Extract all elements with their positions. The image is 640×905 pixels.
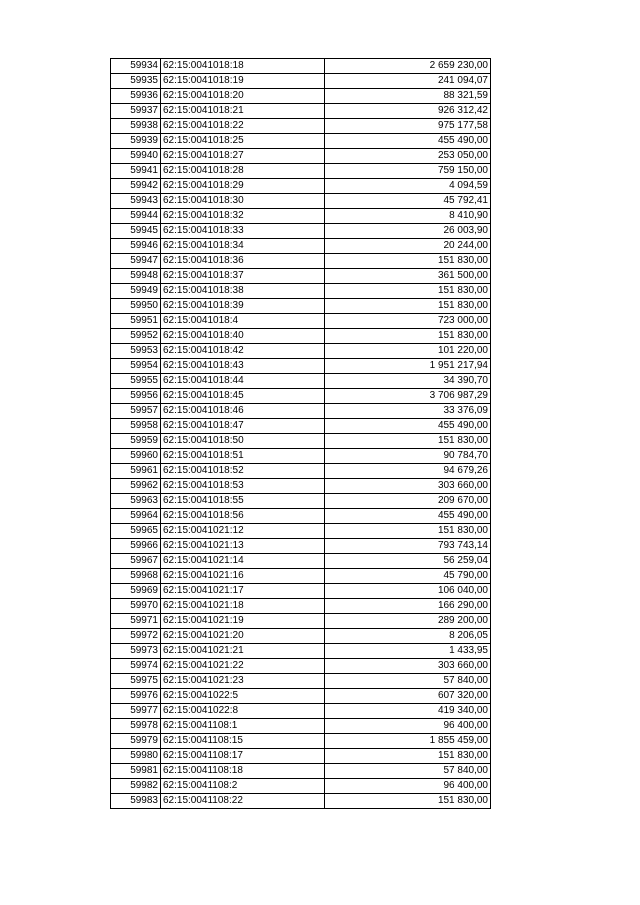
row-number-cell: 59944 <box>111 209 161 224</box>
cadastral-value-cell: 151 830,00 <box>325 329 491 344</box>
row-number-cell: 59956 <box>111 389 161 404</box>
cadastral-number-cell: 62:15:0041021:21 <box>161 644 325 659</box>
table-row <box>111 719 491 734</box>
cadastral-value-cell: 57 840,00 <box>325 764 491 779</box>
cadastral-number-cell: 62:15:0041021:17 <box>161 584 325 599</box>
table-row <box>111 374 491 389</box>
row-number-cell: 59954 <box>111 359 161 374</box>
table-row <box>111 179 491 194</box>
cadastral-value-table <box>110 58 491 809</box>
row-number-cell: 59952 <box>111 329 161 344</box>
table-row <box>111 779 491 794</box>
cadastral-value-cell: 166 290,00 <box>325 599 491 614</box>
cadastral-number-cell: 62:15:0041021:14 <box>161 554 325 569</box>
row-number-cell: 59945 <box>111 224 161 239</box>
table-row <box>111 284 491 299</box>
cadastral-number-cell: 62:15:0041018:28 <box>161 164 325 179</box>
row-number-cell: 59980 <box>111 749 161 764</box>
table-row <box>111 539 491 554</box>
table-row <box>111 434 491 449</box>
row-number-cell: 59976 <box>111 689 161 704</box>
row-number-cell: 59957 <box>111 404 161 419</box>
row-number-cell: 59942 <box>111 179 161 194</box>
table-row <box>111 674 491 689</box>
cadastral-number-cell: 62:15:0041018:40 <box>161 329 325 344</box>
cadastral-value-cell: 419 340,00 <box>325 704 491 719</box>
table-row <box>111 149 491 164</box>
row-number-cell: 59982 <box>111 779 161 794</box>
cadastral-value-cell: 975 177,58 <box>325 119 491 134</box>
cadastral-number-cell: 62:15:0041018:30 <box>161 194 325 209</box>
cadastral-number-cell: 62:15:0041018:47 <box>161 419 325 434</box>
row-number-cell: 59972 <box>111 629 161 644</box>
cadastral-number-cell: 62:15:0041018:50 <box>161 434 325 449</box>
table-row <box>111 344 491 359</box>
row-number-cell: 59963 <box>111 494 161 509</box>
table-row <box>111 659 491 674</box>
table-row <box>111 794 491 809</box>
cadastral-value-cell: 57 840,00 <box>325 674 491 689</box>
cadastral-value-cell: 793 743,14 <box>325 539 491 554</box>
cadastral-number-cell: 62:15:0041018:46 <box>161 404 325 419</box>
cadastral-number-cell: 62:15:0041022:8 <box>161 704 325 719</box>
cadastral-number-cell: 62:15:0041018:53 <box>161 479 325 494</box>
cadastral-number-cell: 62:15:0041021:20 <box>161 629 325 644</box>
cadastral-value-cell: 106 040,00 <box>325 584 491 599</box>
row-number-cell: 59946 <box>111 239 161 254</box>
table-row <box>111 329 491 344</box>
cadastral-value-cell: 96 400,00 <box>325 779 491 794</box>
cadastral-value-cell: 303 660,00 <box>325 659 491 674</box>
row-number-cell: 59971 <box>111 614 161 629</box>
table-row <box>111 404 491 419</box>
cadastral-number-cell: 62:15:0041018:21 <box>161 104 325 119</box>
cadastral-number-cell: 62:15:0041021:22 <box>161 659 325 674</box>
cadastral-number-cell: 62:15:0041018:25 <box>161 134 325 149</box>
cadastral-number-cell: 62:15:0041018:55 <box>161 494 325 509</box>
table-row <box>111 584 491 599</box>
cadastral-number-cell: 62:15:0041108:22 <box>161 794 325 809</box>
table-row <box>111 704 491 719</box>
row-number-cell: 59981 <box>111 764 161 779</box>
table-row <box>111 194 491 209</box>
cadastral-value-cell: 303 660,00 <box>325 479 491 494</box>
row-number-cell: 59979 <box>111 734 161 749</box>
cadastral-value-cell: 1 951 217,94 <box>325 359 491 374</box>
table-row <box>111 209 491 224</box>
row-number-cell: 59950 <box>111 299 161 314</box>
row-number-cell: 59962 <box>111 479 161 494</box>
cadastral-number-cell: 62:15:0041108:17 <box>161 749 325 764</box>
cadastral-number-cell: 62:15:0041018:4 <box>161 314 325 329</box>
cadastral-number-cell: 62:15:0041018:27 <box>161 149 325 164</box>
cadastral-number-cell: 62:15:0041018:56 <box>161 509 325 524</box>
row-number-cell: 59940 <box>111 149 161 164</box>
table-row <box>111 134 491 149</box>
row-number-cell: 59951 <box>111 314 161 329</box>
row-number-cell: 59975 <box>111 674 161 689</box>
cadastral-value-cell: 151 830,00 <box>325 254 491 269</box>
row-number-cell: 59966 <box>111 539 161 554</box>
cadastral-number-cell: 62:15:0041018:42 <box>161 344 325 359</box>
cadastral-number-cell: 62:15:0041018:45 <box>161 389 325 404</box>
table-row <box>111 734 491 749</box>
table-row <box>111 359 491 374</box>
table-row <box>111 89 491 104</box>
table-row <box>111 464 491 479</box>
cadastral-number-cell: 62:15:0041021:18 <box>161 599 325 614</box>
row-number-cell: 59970 <box>111 599 161 614</box>
cadastral-value-cell: 1 433,95 <box>325 644 491 659</box>
cadastral-value-cell: 45 790,00 <box>325 569 491 584</box>
cadastral-value-cell: 88 321,59 <box>325 89 491 104</box>
row-number-cell: 59978 <box>111 719 161 734</box>
cadastral-number-cell: 62:15:0041108:18 <box>161 764 325 779</box>
row-number-cell: 59967 <box>111 554 161 569</box>
row-number-cell: 59941 <box>111 164 161 179</box>
cadastral-number-cell: 62:15:0041018:18 <box>161 59 325 74</box>
cadastral-value-cell: 289 200,00 <box>325 614 491 629</box>
cadastral-value-cell: 253 050,00 <box>325 149 491 164</box>
cadastral-value-cell: 759 150,00 <box>325 164 491 179</box>
row-number-cell: 59974 <box>111 659 161 674</box>
cadastral-value-cell: 723 000,00 <box>325 314 491 329</box>
row-number-cell: 59983 <box>111 794 161 809</box>
row-number-cell: 59943 <box>111 194 161 209</box>
cadastral-value-cell: 151 830,00 <box>325 794 491 809</box>
row-number-cell: 59938 <box>111 119 161 134</box>
cadastral-number-cell: 62:15:0041021:23 <box>161 674 325 689</box>
table-row <box>111 224 491 239</box>
cadastral-value-cell: 33 376,09 <box>325 404 491 419</box>
row-number-cell: 59973 <box>111 644 161 659</box>
table-row <box>111 554 491 569</box>
cadastral-value-cell: 8 410,90 <box>325 209 491 224</box>
cadastral-value-cell: 4 094,59 <box>325 179 491 194</box>
cadastral-number-cell: 62:15:0041018:29 <box>161 179 325 194</box>
cadastral-value-cell: 34 390,70 <box>325 374 491 389</box>
table-row <box>111 599 491 614</box>
cadastral-number-cell: 62:15:0041021:13 <box>161 539 325 554</box>
row-number-cell: 59936 <box>111 89 161 104</box>
cadastral-number-cell: 62:15:0041018:52 <box>161 464 325 479</box>
table-row <box>111 569 491 584</box>
row-number-cell: 59949 <box>111 284 161 299</box>
cadastral-number-cell: 62:15:0041018:36 <box>161 254 325 269</box>
table-row <box>111 254 491 269</box>
cadastral-value-cell: 26 003,90 <box>325 224 491 239</box>
cadastral-number-cell: 62:15:0041018:44 <box>161 374 325 389</box>
cadastral-number-cell: 62:15:0041018:38 <box>161 284 325 299</box>
cadastral-value-cell: 94 679,26 <box>325 464 491 479</box>
row-number-cell: 59953 <box>111 344 161 359</box>
row-number-cell: 59934 <box>111 59 161 74</box>
cadastral-number-cell: 62:15:0041021:12 <box>161 524 325 539</box>
row-number-cell: 59959 <box>111 434 161 449</box>
cadastral-value-cell: 455 490,00 <box>325 134 491 149</box>
table-row <box>111 494 491 509</box>
cadastral-number-cell: 62:15:0041021:19 <box>161 614 325 629</box>
cadastral-value-cell: 151 830,00 <box>325 749 491 764</box>
table-row <box>111 449 491 464</box>
table-row <box>111 479 491 494</box>
table-row <box>111 74 491 89</box>
cadastral-value-cell: 926 312,42 <box>325 104 491 119</box>
table-row <box>111 629 491 644</box>
table-row <box>111 689 491 704</box>
cadastral-value-cell: 8 206,05 <box>325 629 491 644</box>
table-row <box>111 764 491 779</box>
cadastral-number-cell: 62:15:0041018:33 <box>161 224 325 239</box>
cadastral-value-cell: 607 320,00 <box>325 689 491 704</box>
cadastral-value-cell: 151 830,00 <box>325 434 491 449</box>
cadastral-value-cell: 2 659 230,00 <box>325 59 491 74</box>
cadastral-value-cell: 455 490,00 <box>325 509 491 524</box>
row-number-cell: 59964 <box>111 509 161 524</box>
table-row <box>111 269 491 284</box>
cadastral-value-cell: 101 220,00 <box>325 344 491 359</box>
table-row <box>111 239 491 254</box>
cadastral-value-cell: 241 094,07 <box>325 74 491 89</box>
cadastral-value-cell: 90 784,70 <box>325 449 491 464</box>
cadastral-value-cell: 455 490,00 <box>325 419 491 434</box>
cadastral-value-cell: 45 792,41 <box>325 194 491 209</box>
table-row <box>111 614 491 629</box>
cadastral-number-cell: 62:15:0041018:22 <box>161 119 325 134</box>
cadastral-number-cell: 62:15:0041018:20 <box>161 89 325 104</box>
table-row <box>111 509 491 524</box>
row-number-cell: 59977 <box>111 704 161 719</box>
row-number-cell: 59961 <box>111 464 161 479</box>
table-row <box>111 314 491 329</box>
cadastral-number-cell: 62:15:0041018:19 <box>161 74 325 89</box>
row-number-cell: 59965 <box>111 524 161 539</box>
row-number-cell: 59948 <box>111 269 161 284</box>
row-number-cell: 59955 <box>111 374 161 389</box>
row-number-cell: 59937 <box>111 104 161 119</box>
cadastral-number-cell: 62:15:0041022:5 <box>161 689 325 704</box>
cadastral-number-cell: 62:15:0041108:1 <box>161 719 325 734</box>
row-number-cell: 59960 <box>111 449 161 464</box>
row-number-cell: 59939 <box>111 134 161 149</box>
cadastral-number-cell: 62:15:0041021:16 <box>161 569 325 584</box>
row-number-cell: 59935 <box>111 74 161 89</box>
row-number-cell: 59947 <box>111 254 161 269</box>
table-row <box>111 299 491 314</box>
cadastral-value-cell: 151 830,00 <box>325 524 491 539</box>
cadastral-number-cell: 62:15:0041018:32 <box>161 209 325 224</box>
cadastral-number-cell: 62:15:0041018:34 <box>161 239 325 254</box>
cadastral-value-cell: 151 830,00 <box>325 299 491 314</box>
table-row <box>111 524 491 539</box>
cadastral-value-cell: 209 670,00 <box>325 494 491 509</box>
cadastral-number-cell: 62:15:0041108:2 <box>161 779 325 794</box>
cadastral-number-cell: 62:15:0041108:15 <box>161 734 325 749</box>
table-row <box>111 59 491 74</box>
table-row <box>111 104 491 119</box>
table-row <box>111 749 491 764</box>
table-row <box>111 419 491 434</box>
cadastral-value-cell: 151 830,00 <box>325 284 491 299</box>
cadastral-value-cell: 1 855 459,00 <box>325 734 491 749</box>
table-row <box>111 389 491 404</box>
cadastral-value-cell: 20 244,00 <box>325 239 491 254</box>
cadastral-value-cell: 361 500,00 <box>325 269 491 284</box>
cadastral-value-cell: 96 400,00 <box>325 719 491 734</box>
table-row <box>111 644 491 659</box>
cadastral-number-cell: 62:15:0041018:51 <box>161 449 325 464</box>
cadastral-value-cell: 56 259,04 <box>325 554 491 569</box>
row-number-cell: 59969 <box>111 584 161 599</box>
table-body <box>111 59 491 809</box>
row-number-cell: 59958 <box>111 419 161 434</box>
cadastral-number-cell: 62:15:0041018:39 <box>161 299 325 314</box>
table-row <box>111 164 491 179</box>
cadastral-value-cell: 3 706 987,29 <box>325 389 491 404</box>
cadastral-number-cell: 62:15:0041018:43 <box>161 359 325 374</box>
table-row <box>111 119 491 134</box>
row-number-cell: 59968 <box>111 569 161 584</box>
cadastral-number-cell: 62:15:0041018:37 <box>161 269 325 284</box>
